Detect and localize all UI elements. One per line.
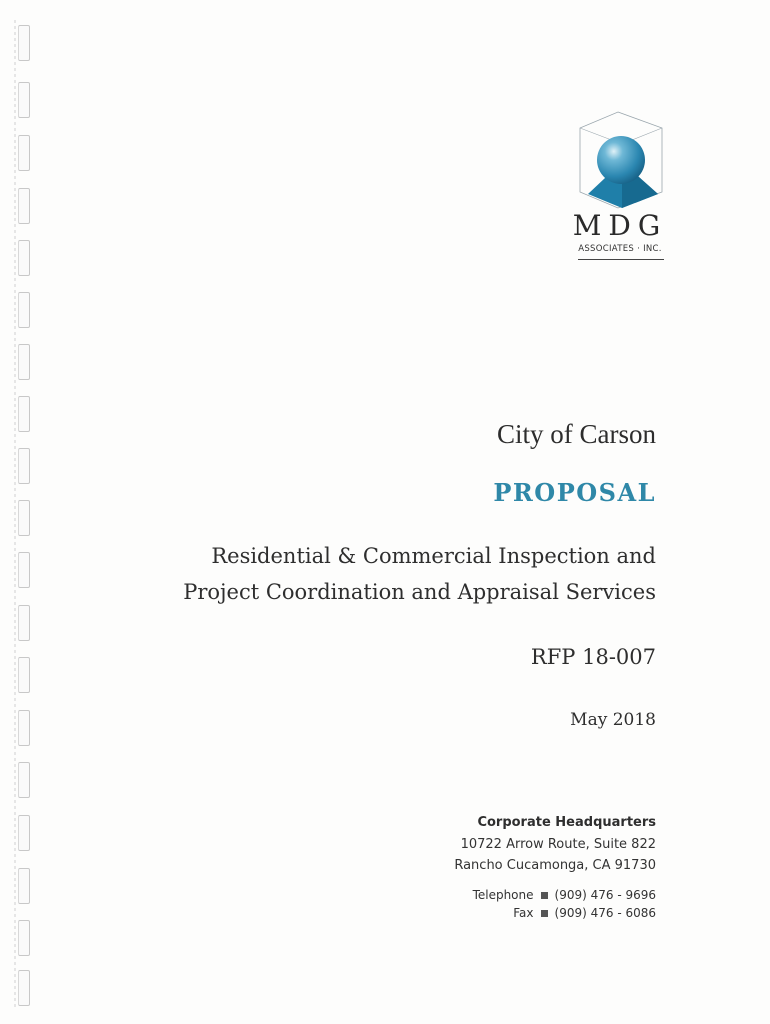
binding-hole [18,448,30,484]
binding-hole [18,188,30,224]
binding-hole [18,552,30,588]
binding-edge [14,20,16,1010]
binding-hole [18,920,30,956]
binding-hole [18,292,30,328]
binding-hole [18,240,30,276]
binding-hole [18,605,30,641]
logo-underline [578,259,664,260]
fax-line [513,906,656,920]
binding-hole [18,135,30,171]
binding-hole [18,25,30,61]
services-title-line-1: Residential & Commercial Inspection and [211,544,656,568]
binding-hole [18,868,30,904]
binding-hole [18,500,30,536]
client-name: City of Carson [497,419,656,449]
binding-hole [18,815,30,851]
binding-hole [18,710,30,746]
document-type: PROPOSAL [493,478,656,507]
binding-hole [18,344,30,380]
binding-hole [18,970,30,1006]
square-bullet-icon [541,892,548,899]
telephone-label: Telephone [472,888,534,902]
telephone-line [473,888,656,902]
fax-label: Fax [513,906,534,920]
hq-address-line-2: Rancho Cucamonga, CA 91730 [454,858,656,873]
sphere-cube-logo-icon [578,110,664,210]
document-date: May 2018 [570,710,656,730]
hq-title: Corporate Headquarters [477,815,656,830]
services-title-line-2: Project Coordination and Appraisal Services [183,580,656,604]
binding-hole [18,82,30,118]
binding-holes [14,20,36,1010]
fax-number: (909) 476 - 6086 [554,906,656,920]
services-title [183,538,656,610]
rfp-number: RFP 18-007 [530,645,656,669]
binding-hole [18,657,30,693]
binding-hole [18,396,30,432]
logo-subtitle: ASSOCIATES · INC. [578,244,662,254]
binding-hole [18,762,30,798]
telephone-number: (909) 476 - 9696 [554,888,656,902]
square-bullet-icon [541,910,548,917]
logo-wordmark: MDG [572,209,668,242]
hq-address-line-1: 10722 Arrow Route, Suite 822 [460,837,656,852]
company-logo [572,110,672,270]
